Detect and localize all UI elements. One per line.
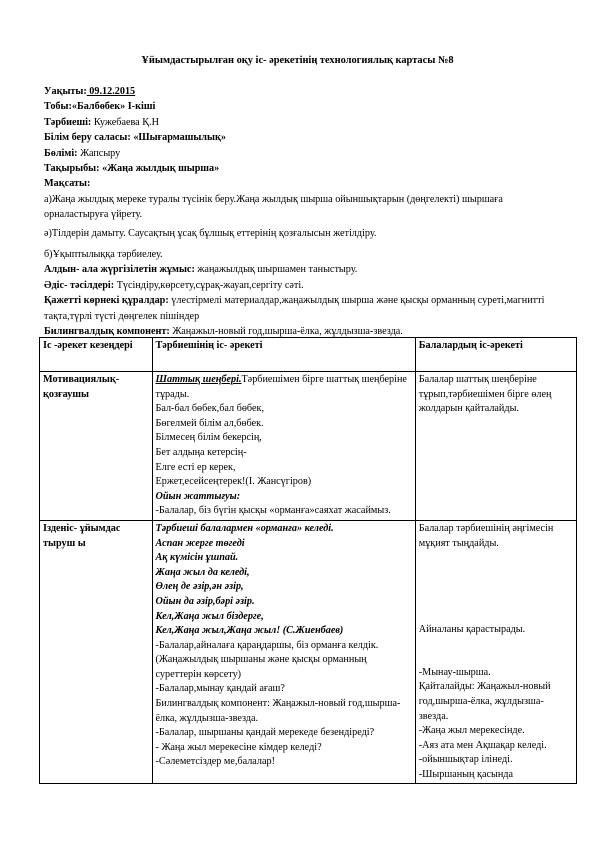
group-label: Тобы:: [44, 101, 72, 113]
poem-line: Жаңа жыл да келеді,: [155, 566, 250, 578]
stage-search-label: Ізденіс- ұйымдас тыруш ы: [43, 522, 121, 549]
circle-title: Шаттық шеңбері.: [155, 374, 242, 385]
preliminary-label: Алдын- ала жүргізілетін жұмыс:: [44, 264, 195, 276]
children-line: Қайталайды: Жаңажыл-новый год,шырша-ёлка, жұлдызша-звезда.: [418, 681, 551, 722]
date-value: 09.12.2015: [86, 86, 136, 97]
poem-line: Бал-бал бөбек,бал бөбек,: [155, 403, 264, 415]
children-activity-1: Балалар шаттық шеңберіне тұрып,тәрбиешімен бірге өлең жолдарын қайталайды.: [415, 372, 576, 521]
children-line: -ойыншықтар ілінеді.: [418, 754, 513, 766]
goals-label: Мақсаты:: [44, 178, 91, 190]
teacher-value: Кужебаева Қ.Н: [91, 116, 159, 128]
stage-search: [40, 520, 153, 784]
poem-line: Бет алдыңа кетерсің-: [155, 446, 247, 458]
table-row: [40, 372, 577, 521]
children-line: -Мынау-шырша.: [418, 666, 491, 678]
document-title: Ұйымдастырылған оқу іс- әрекетінің технологиялық картасы №8: [141, 55, 454, 66]
teacher-line: -Сәлеметсіздер ме,балалар!: [155, 756, 276, 768]
teacher-line: -Балалар, біз бүгін қысқы «орманға»саяхат жасаймыз.: [155, 505, 391, 517]
poem-line: Аспан жерге төгеді: [155, 537, 245, 549]
goal-b: ә)Тілдерін дамыту. Саусақтың ұсақ бұлшық еттерінің қозғалысын жетілдіру.: [44, 227, 377, 239]
table-row: [40, 520, 577, 784]
topic-value: «Жаңа жылдық шырша»: [99, 163, 220, 175]
children-activity-2: [415, 520, 576, 784]
date-line: [44, 84, 554, 99]
bilingual-label: Билингвалдық компонент:: [44, 326, 170, 338]
materials-value: үлестірмелі материалдар,жаңажылдық шырша және қысқы орманның суреті,магнитті тақта,түрлі түсті дөңгелек пішіндер: [44, 295, 545, 322]
area-label: Білім беру саласы:: [44, 132, 131, 144]
poem-line: Ойын да әзір,бәрі әзір.: [155, 595, 255, 607]
teacher-line: -Балалар,мынау қандай ағаш?: [155, 683, 285, 695]
materials-label: Қажетті көрнекі құралдар:: [44, 295, 169, 307]
children-line: Айналаны қарастырады.: [418, 624, 526, 636]
preliminary-line: [44, 262, 554, 277]
teacher-line: [156, 373, 412, 402]
header-teacher: Тәрбиешінің іс- әрекеті: [152, 338, 415, 372]
poem-line: Елге есті ер керек,: [155, 461, 236, 473]
teacher-line: Билингвалдық компонент: Жаңажыл-новый год,шырша-ёлка, жұлдызша-звезда.: [155, 698, 401, 724]
area-value: «Шығармашылық»: [130, 132, 226, 144]
teacher-line: -Балалар, шыршаны қандай мерекеде безендіреді?: [155, 727, 375, 739]
topic-line: [44, 161, 554, 176]
date-label: Уақыты:: [44, 86, 87, 97]
lesson-table: [39, 337, 577, 784]
teacher-line: Тәрбиеші балалармен «орманға» келеді.: [155, 522, 334, 534]
table-header-row: [40, 338, 577, 372]
section-line: [44, 146, 554, 161]
poem-line: Ақ күмісін ұшпай.: [155, 552, 239, 564]
children-line: -Аяз ата мен Ақшақар келеді.: [418, 739, 547, 751]
circle-text: Тәрбиешімен бірге шаттық шеңберіне тұрады.: [155, 374, 407, 400]
teacher-line: [44, 115, 554, 130]
bilingual-value: Жаңажыл-новый год,шырша-ёлка, жұлдызша-звезда.: [169, 326, 403, 338]
goal-a: а)Жаңа жылдық мереке туралы түсінік беру.Жаңа жылдық шырша ойыншықтарын (дөңгелекті) шыршаға орналастыруға үйрету.: [44, 193, 503, 221]
lesson-meta: [44, 84, 554, 340]
poem-line: Кел,Жаңа жыл,Жаңа жыл! (С.Жиенбаев): [155, 625, 344, 637]
group-line: [44, 99, 554, 114]
poem-line: Өлең де әзір,ән әзір,: [155, 581, 244, 593]
section-value: Жапсыру: [77, 147, 121, 159]
methods-value: Түсіндіру,көрсету,сұрақ-жауап,сергіту сәті.: [114, 279, 304, 291]
game-exercise-title: Ойын жаттығуы:: [155, 490, 241, 502]
topic-label: Тақырыбы:: [44, 163, 100, 175]
header-stage: Іс -әрекет кезеңдері: [40, 338, 153, 372]
header-children: Балалардың іс-әрекеті: [415, 338, 576, 372]
poem-line: Білмесең білім бекерсің,: [155, 432, 262, 444]
children-line: -Жаңа жыл мерекесінде.: [418, 725, 525, 737]
teacher-line: -Балалар,айналаға қараңдаршы, біз орманға келдік.(Жаңажылдық шыршаны және қысқы орманның суреттерін көрсету): [155, 639, 379, 680]
poem-line: Бөгелмей білім ал,бөбек.: [155, 417, 264, 429]
poem-line: Кел,Жаңа жыл біздерге,: [155, 610, 264, 622]
area-line: [44, 130, 554, 145]
children-line: -Шыршаның қасында: [418, 768, 514, 780]
section-label: Бөлімі:: [44, 147, 78, 159]
group-value: «Балбөбек» І-кіші: [71, 101, 156, 113]
methods-label: Әдіс- тәсілдері:: [44, 279, 115, 291]
stage-motivational: Мотивациялық-қозғаушы: [40, 372, 153, 521]
teacher-line: - Жаңа жыл мерекесіне кімдер келеді?: [155, 741, 322, 753]
children-line: Балалар тәрбиешінің әңгімесін мұқият тыңдайды.: [418, 522, 554, 549]
teacher-activity-2: [152, 520, 415, 784]
methods-line: [44, 278, 554, 293]
preliminary-value: жаңажылдық шыршамен таныстыру.: [194, 264, 358, 276]
teacher-label: Тәрбиеші:: [44, 116, 92, 128]
teacher-activity-1: [152, 372, 415, 521]
poem-line: Ержет,есейсеңтерек!(І. Жансүгіров): [155, 476, 312, 488]
goal-c: б)Ұқыптылыққа тәрбиелеу.: [44, 249, 163, 261]
materials-line: [44, 293, 554, 324]
